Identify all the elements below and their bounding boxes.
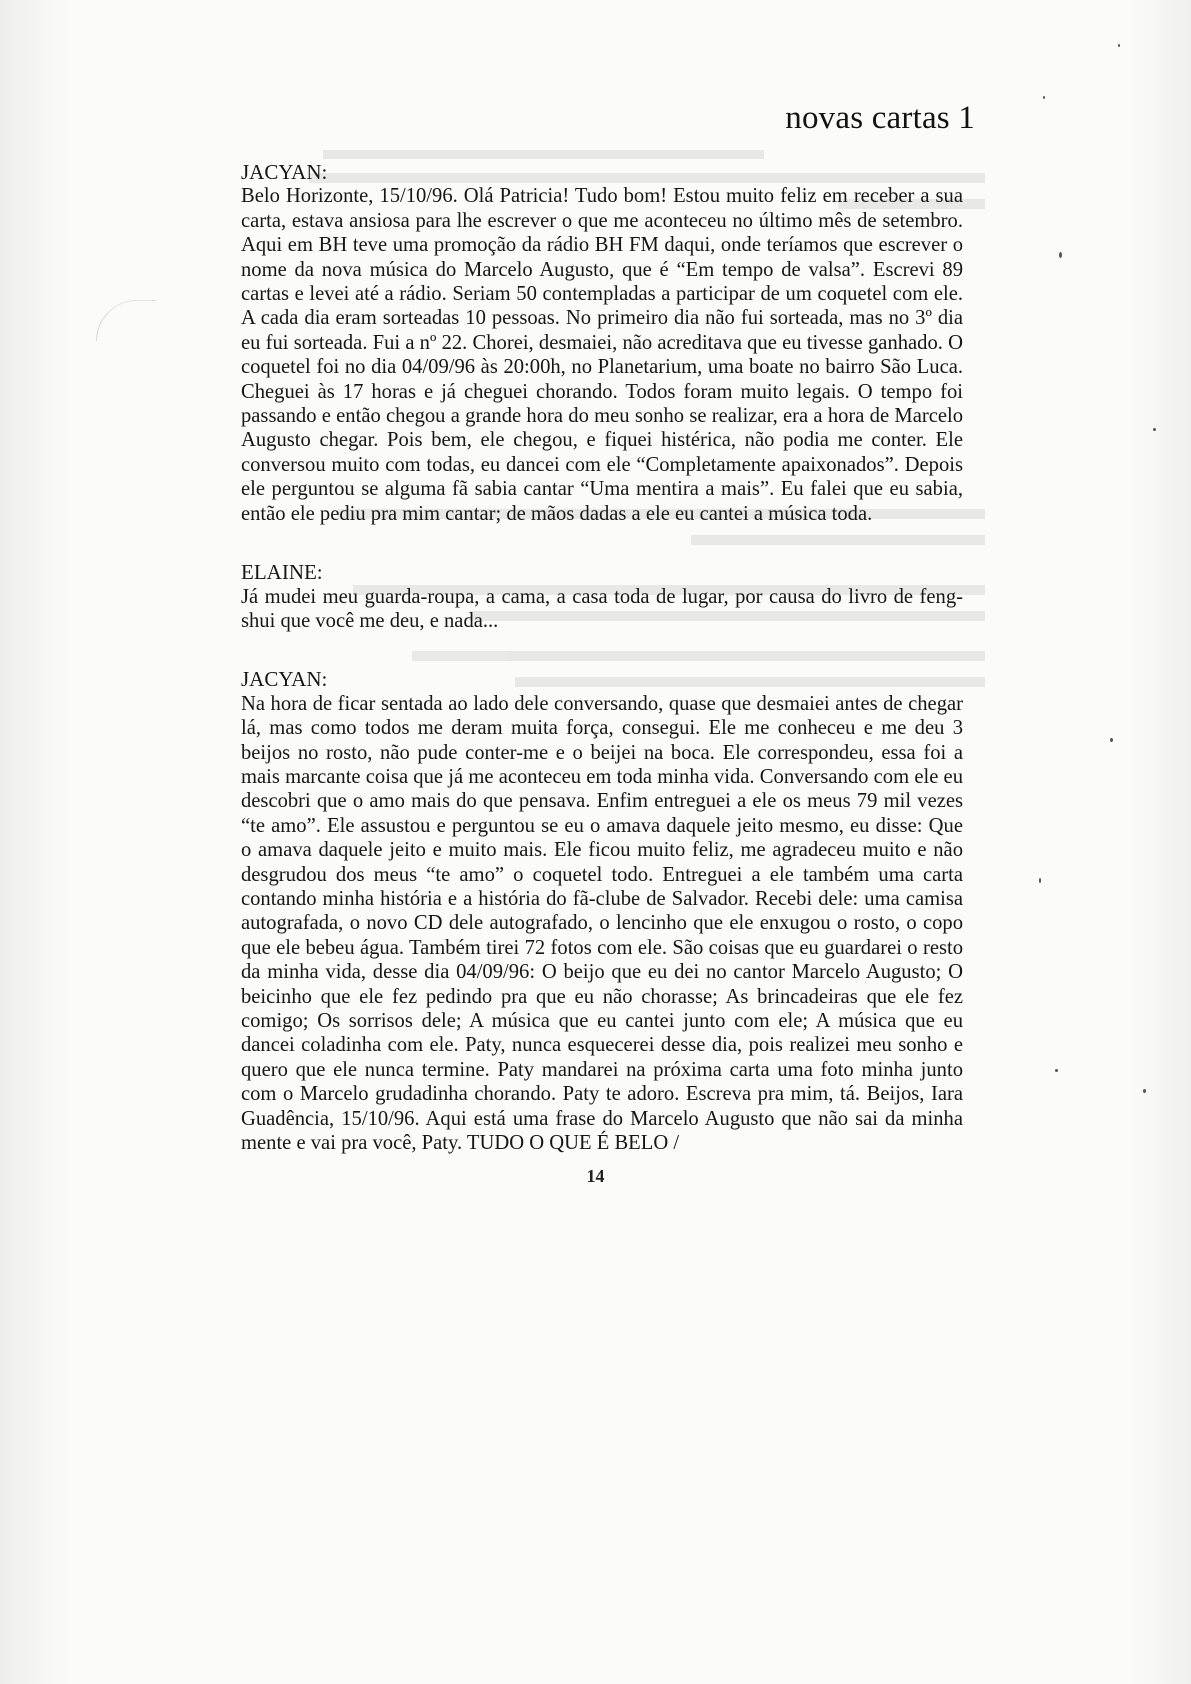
scan-speck: [1153, 428, 1156, 431]
speaker-name: ELAINE:: [241, 560, 323, 585]
letter-section: [241, 560, 963, 633]
speaker-name: JACYAN:: [241, 160, 328, 184]
scan-speck: [1110, 738, 1113, 742]
scan-speck: [1043, 96, 1045, 99]
page-number: 14: [586, 1166, 605, 1186]
scan-speck: [1055, 1069, 1058, 1072]
speaker-name: JACYAN:: [241, 667, 328, 692]
running-header: novas cartas 1: [785, 100, 975, 136]
scan-shadow-right: [1131, 0, 1191, 1684]
scan-shadow-left: [0, 0, 70, 1684]
section-spacer: [241, 526, 963, 560]
letter-text: Belo Horizonte, 15/10/96. Olá Patricia! Tudo bom! Estou muito feliz em receber a sua carta, estava ansiosa para lhe escrever o que me aconteceu no último mês de setembro. Aqui em BH teve uma promoção da rádio BH FM daqui, onde teríamos que escrever o nome da nova música do Marcelo Augusto, que é “Em tempo de valsa”. Escrevi 89 cartas e levei até a rádio. Seriam 50 contempladas a participar de um coquetel com ele. A cada dia eram sorteadas 10 pessoas. No primeiro dia não fui sorteada, mas no 3º dia eu fui sorteada. Fui a nº 22. Chorei, desmaiei, não acreditava que eu tivesse ganhado. O coquetel foi no dia 04/09/96 às 20:00h, no Planetarium, uma boate no bairro São Luca. Cheguei às 17 horas e já cheguei chorando. Todos foram muito legais. O tempo foi passando e então chegou a grande hora do meu sonho se realizar, era a hora de Marcelo Augusto chegar. Pois bem, ele chegou, e fiquei histérica, não podia me conter. Ele conversou muito com todas, eu dancei com ele “Completamente apaixonados”. Depois ele perguntou se alguma fã sabia cantar “Uma mentira a mais”. Eu falei que eu sabia, então ele pediu pra mim cantar; de mãos dadas a ele eu cantei a música toda.: [241, 185, 963, 525]
paper-crease: [96, 300, 157, 341]
letter-section: [241, 667, 963, 1155]
letter-text: Já mudei meu guarda-roupa, a cama, a casa toda de lugar, por causa do livro de feng-shui que você me deu, e nada...: [241, 585, 963, 632]
letter-section: [241, 160, 963, 526]
letters-body: [241, 160, 963, 1155]
scan-speck: [1143, 1089, 1146, 1093]
scan-speck: [1039, 878, 1041, 883]
letter-text: Na hora de ficar sentada ao lado dele conversando, quase que desmaiei antes de chegar lá, mas como todos me deram muita força, consegui. Ele me conheceu e me deu 3 beijos no rosto, não pude conter-me e o beijei na boca. Ele correspondeu, essa foi a mais marcante coisa que já me aconteceu em toda minha vida. Conversando com ele eu descobri que o amo mais do que pensava. Enfim entreguei a ele os meus 79 mil vezes “te amo”. Ele assustou e perguntou se eu o amava daquele jeito mesmo, eu disse: Que o amava daquele jeito e muito mais. Ele ficou muito feliz, me agradeceu muito e não desgrudou dos meus “te amo” o coquetel todo. Entreguei a ele também uma carta contando minha história e a história do fã-clube de Salvador. Recebi dele: uma camisa autografada, o novo CD dele autografado, o lencinho que ele enxugou o rosto, o copo que ele bebeu água. Também tirei 72 fotos com ele. São coisas que eu guardarei o resto da minha vida, desse dia 04/09/96: O beijo que eu dei no cantor Marcelo Augusto; O beicinho que ele fez pedindo pra que eu não chorasse; As brincadeiras que ele fez comigo; Os sorrisos dele; A música que eu cantei junto com ele; A música que eu dancei coladinha com ele. Paty, nunca esquecerei desse dia, pois realizei meu sonho e quero que ele nunca termine. Paty mandarei na próxima carta uma foto minha junto com o Marcelo grudadinha chorando. Paty te adoro. Escreva pra mim, tá. Beijos, Iara Guadência, 15/10/96. Aqui está uma frase do Marcelo Augusto que não sai da minha mente e vai pra você, Paty. TUDO O QUE É BELO /: [241, 692, 963, 1155]
scan-speck: [1118, 44, 1120, 47]
section-spacer: [241, 633, 963, 667]
scan-speck: [1059, 252, 1062, 258]
